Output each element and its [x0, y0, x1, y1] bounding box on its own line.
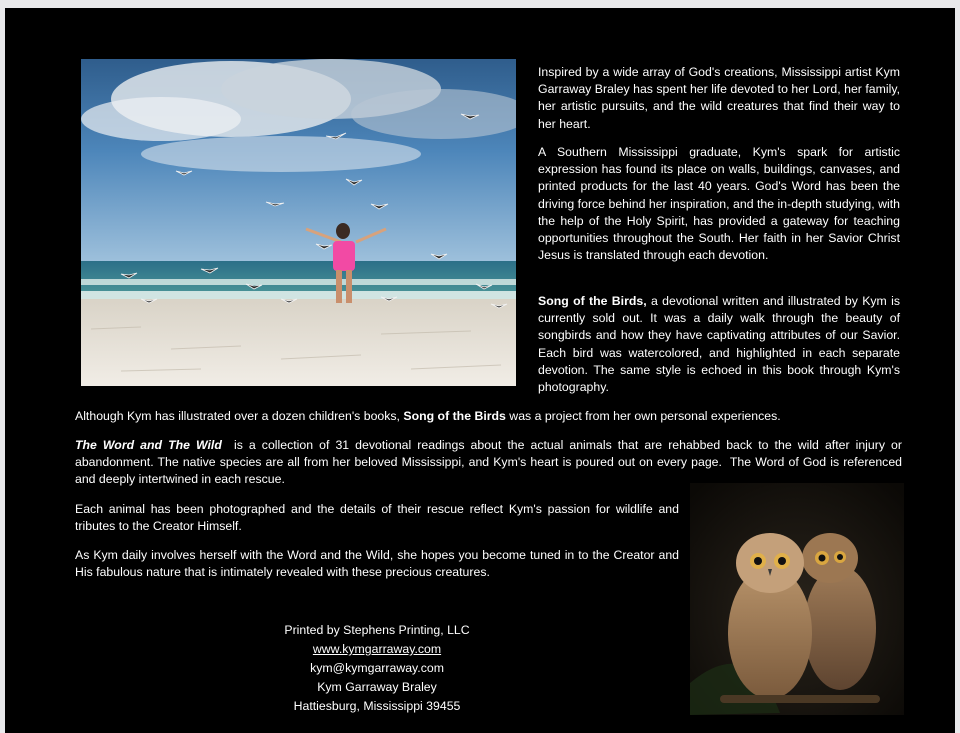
song-of-birds-body: a devotional written and illustrated by Kym is currently sold out. It was a daily walk through the beauty of songbirds and how they have captivating attributes of our Savior. Each bird was watercolored, and highlighted in each separate devotion. The same style is echoed in this book through Kym's photography. [538, 294, 901, 395]
intro-paragraph: Inspired by a wide array of God's creations, Mississippi artist Kym Garraway Braley has spent her life devoted to her Lord, her family, her artistic pursuits, and the wild creatures that find their way to her heart. [538, 65, 900, 131]
closing-paragraph: As Kym daily involves herself with the Word and the Wild, she hopes you become tuned in to the Creator and His fabulous nature that is intimately revealed with these precious creatures. [75, 548, 679, 580]
footer-contact [237, 621, 517, 716]
beach-birds-photo [81, 59, 516, 386]
song-of-birds-title: Song of the Birds, [538, 294, 647, 308]
owls-photo [690, 483, 904, 715]
illustrated-books-pre: Although Kym has illustrated over a dozen children's books, [75, 409, 404, 423]
song-of-birds-title-inline: Song of the Birds [403, 409, 506, 423]
animals-paragraph: Each animal has been photographed and the details of their rescue reflect Kym's passion for wildlife and tributes to the Creator Himself. [75, 502, 679, 534]
printer-credit: Printed by Stephens Printing, LLC [284, 623, 470, 637]
website-link[interactable]: www.kymgarraway.com [312, 642, 442, 656]
word-and-wild-body: is a collection of 31 devotional readings about the actual animals that are rehabbed back to the wild after injury or abandonment. The native species are all from her beloved Mississippi, and Kym's heart is poured out on every page. The Word of God is referenced and deeply intertwined in each rescue. [75, 438, 906, 487]
document-page [5, 8, 955, 733]
background-paragraph: A Southern Mississippi graduate, Kym's spark for artistic expression has found its place on walls, buildings, canvases, and printed products for the last 40 years. God's Word has been the driving force behind her inspiration, and the in-depth studying, with the help of the Holy Spirit, has provided a gateway for teaching opportunities throughout the South. Her faith in her Savior Christ Jesus is translated through each devotion. [538, 145, 900, 263]
email-text: kym@kymgarraway.com [310, 661, 444, 675]
author-address: Hattiesburg, Mississippi 39455 [293, 699, 461, 713]
illustrated-books-paragraph [75, 408, 902, 425]
author-name: Kym Garraway Braley [317, 680, 437, 694]
word-and-wild-paragraph [75, 437, 906, 489]
word-and-wild-title: The Word and The Wild [75, 438, 222, 452]
illustrated-books-post: was a project from her own personal experiences. [505, 409, 781, 423]
song-of-birds-paragraph [538, 293, 900, 396]
